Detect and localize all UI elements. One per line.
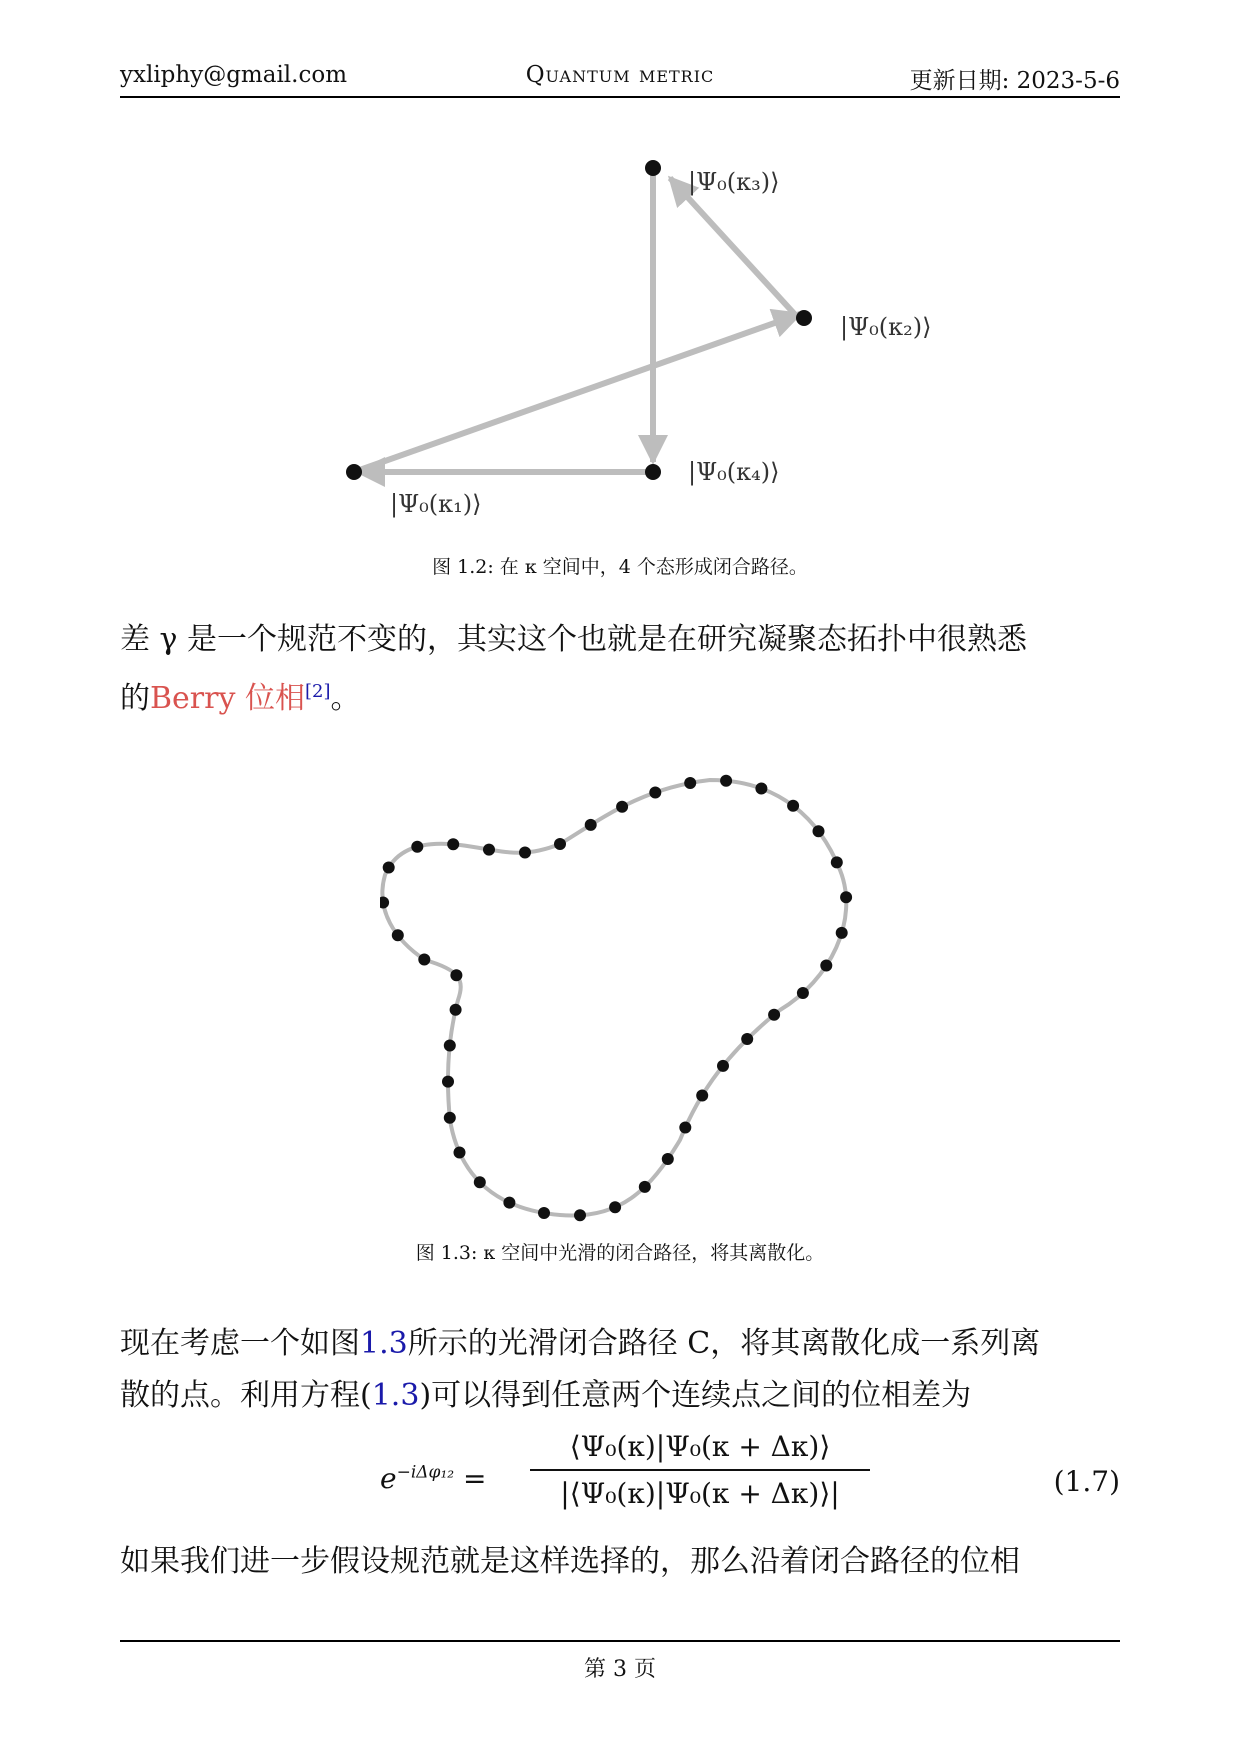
path-point	[585, 819, 597, 831]
path-point	[474, 1176, 486, 1188]
label-k4: |Ψ₀(κ₄)⟩	[688, 458, 780, 486]
equation-lhs-base: e	[380, 1462, 397, 1495]
path-point	[519, 847, 531, 859]
path-point	[454, 1147, 466, 1159]
header-date: 更新日期: 2023-5-6	[909, 68, 1120, 94]
equation-equals: =	[462, 1462, 487, 1495]
paragraph-1-prefix: 的	[120, 681, 150, 716]
path-point	[720, 775, 732, 787]
figure-1-2-caption: 图 1.2: 在 κ 空间中，4 个态形成闭合路径。	[432, 556, 808, 578]
path-point	[574, 1209, 586, 1221]
berry-phase-link[interactable]: Berry 位相	[150, 681, 305, 716]
path-point	[840, 891, 852, 903]
figure-1-3	[380, 740, 860, 1230]
equation-lhs-exponent: −iΔφ₁₂	[396, 1462, 455, 1483]
path-point	[684, 777, 696, 789]
page-number: 第 3 页	[584, 1657, 656, 1682]
path-point	[383, 862, 395, 874]
equation-1-7	[380, 1430, 880, 1530]
state-dot-k2	[796, 310, 812, 326]
path-point	[442, 1076, 454, 1088]
paragraph-2	[120, 1318, 1120, 1422]
path-point	[639, 1181, 651, 1193]
path-point	[797, 987, 809, 999]
page-header	[120, 62, 1120, 98]
arrow-k2-k3	[670, 178, 800, 320]
path-point	[662, 1153, 674, 1165]
paragraph-2-t3: 散的点。利用方程(	[120, 1378, 372, 1413]
path-point	[411, 841, 423, 853]
state-dot-k4	[645, 464, 661, 480]
equation-numerator: ⟨Ψ₀(κ)|Ψ₀(κ + Δκ)⟩	[530, 1430, 870, 1471]
state-dot-k3	[645, 160, 661, 176]
figure-1-3-caption: 图 1.3: κ 空间中光滑的闭合路径，将其离散化。	[415, 1242, 825, 1264]
state-dot-k1	[346, 464, 362, 480]
path-point	[741, 1033, 753, 1045]
discretized-points	[380, 775, 852, 1222]
paragraph-2-t2: 所示的光滑闭合路径 C，将其离散化成一系列离	[407, 1326, 1041, 1361]
path-point	[616, 801, 628, 813]
header-rule	[120, 96, 1120, 98]
equation-fraction	[530, 1430, 870, 1510]
path-point	[538, 1207, 550, 1219]
footer-rule	[120, 1640, 1120, 1642]
path-point	[450, 969, 462, 981]
path-point	[380, 897, 389, 909]
path-point	[768, 1009, 780, 1021]
path-point	[820, 960, 832, 972]
citation-2[interactable]: [2]	[304, 681, 331, 702]
header-email: yxliphy@gmail.com	[120, 62, 348, 88]
path-point	[418, 954, 430, 966]
paragraph-1-suffix: 。	[330, 681, 361, 716]
equation-lhs	[380, 1462, 486, 1495]
path-point	[503, 1197, 515, 1209]
path-point	[836, 927, 848, 939]
equation-ref-1-3[interactable]: 1.3	[371, 1378, 420, 1413]
path-point	[447, 838, 459, 850]
path-point	[679, 1122, 691, 1134]
path-point	[444, 1112, 456, 1124]
paragraph-1	[120, 614, 1120, 725]
label-k1: |Ψ₀(κ₁)⟩	[390, 490, 482, 518]
label-k3: |Ψ₀(κ₃)⟩	[688, 168, 780, 196]
equation-denominator: |⟨Ψ₀(κ)|Ψ₀(κ + Δκ)⟩|	[560, 1477, 840, 1510]
path-point	[787, 800, 799, 812]
path-point	[813, 825, 825, 837]
header-title: Quantum metric	[525, 62, 715, 88]
figure-1-2	[330, 150, 970, 540]
path-point	[696, 1090, 708, 1102]
paragraph-2-t4: )可以得到任意两个连续点之间的位相差为	[419, 1378, 972, 1413]
label-k2: |Ψ₀(κ₂)⟩	[840, 313, 932, 341]
arrow-k1-k2	[354, 314, 800, 472]
path-point	[392, 929, 404, 941]
paragraph-2-t1: 现在考虑一个如图	[120, 1326, 360, 1361]
figure-ref-1-3[interactable]: 1.3	[360, 1326, 408, 1361]
path-point	[554, 838, 566, 850]
path-point	[450, 1004, 462, 1016]
paragraph-1-line1: 差 γ 是一个规范不变的，其实这个也就是在研究凝聚态拓扑中很熟悉	[120, 622, 1028, 657]
path-point	[649, 787, 661, 799]
path-point	[444, 1040, 456, 1052]
path-point	[717, 1060, 729, 1072]
path-point	[483, 844, 495, 856]
path-point	[831, 856, 843, 868]
equation-number: (1.7)	[1053, 1465, 1120, 1498]
path-point	[755, 783, 767, 795]
path-point	[609, 1201, 621, 1213]
paragraph-3: 如果我们进一步假设规范就是这样选择的，那么沿着闭合路径的位相	[120, 1544, 1020, 1579]
